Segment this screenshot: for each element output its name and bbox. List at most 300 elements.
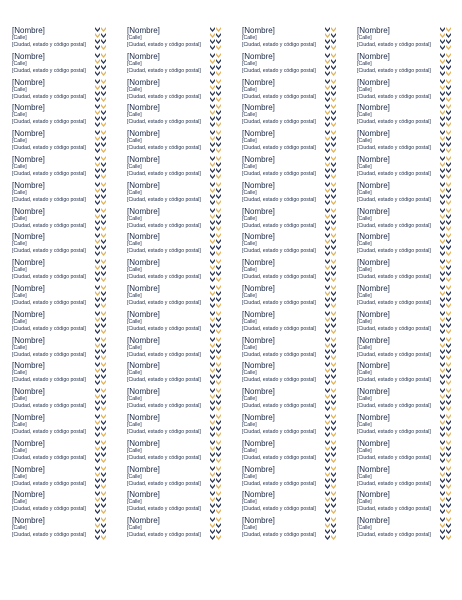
label-city-state-zip[interactable]: [Ciudad, estado y código postal]: [127, 67, 201, 74]
address-label[interactable]: [127, 361, 223, 386]
label-street[interactable]: [Calle]: [242, 215, 257, 222]
label-city-state-zip[interactable]: [Ciudad, estado y código postal]: [12, 454, 86, 461]
label-street[interactable]: [Calle]: [12, 525, 27, 532]
label-street[interactable]: [Calle]: [242, 344, 257, 351]
address-label[interactable]: [12, 361, 108, 386]
label-name[interactable]: [Nombre]: [12, 464, 45, 474]
label-city-state-zip[interactable]: [Ciudad, estado y código postal]: [12, 93, 86, 100]
address-label[interactable]: [12, 516, 108, 541]
address-label[interactable]: [242, 439, 338, 464]
label-name[interactable]: [Nombre]: [242, 103, 275, 113]
address-label[interactable]: [127, 387, 223, 412]
label-city-state-zip[interactable]: [Ciudad, estado y código postal]: [127, 403, 201, 410]
label-name[interactable]: [Nombre]: [127, 206, 160, 216]
address-label[interactable]: [127, 181, 223, 206]
label-name[interactable]: [Nombre]: [12, 309, 45, 319]
label-name[interactable]: [Nombre]: [127, 335, 160, 345]
label-city-state-zip[interactable]: [Ciudad, estado y código postal]: [357, 300, 431, 306]
label-name[interactable]: [Nombre]: [127, 129, 160, 139]
label-street[interactable]: [Calle]: [357, 525, 372, 532]
label-city-state-zip[interactable]: [Ciudad, estado y código postal]: [12, 300, 86, 306]
label-name[interactable]: [Nombre]: [12, 206, 45, 216]
label-city-state-zip[interactable]: [Ciudad, estado y código postal]: [357, 403, 431, 410]
address-label[interactable]: [127, 413, 223, 438]
address-label[interactable]: [12, 232, 108, 257]
label-name[interactable]: [Nombre]: [12, 361, 45, 371]
label-street[interactable]: [Calle]: [357, 473, 372, 480]
address-label[interactable]: [357, 439, 453, 464]
label-city-state-zip[interactable]: [Ciudad, estado y código postal]: [242, 67, 316, 74]
address-label[interactable]: [12, 78, 108, 103]
label-name[interactable]: [Nombre]: [12, 129, 45, 139]
address-label[interactable]: [357, 155, 453, 180]
label-street[interactable]: [Calle]: [12, 164, 27, 170]
label-name[interactable]: [Nombre]: [127, 258, 160, 268]
label-city-state-zip[interactable]: [Ciudad, estado y código postal]: [242, 42, 316, 48]
label-city-state-zip[interactable]: [Ciudad, estado y código postal]: [12, 274, 86, 281]
address-label[interactable]: [12, 258, 108, 283]
label-city-state-zip[interactable]: [Ciudad, estado y código postal]: [242, 351, 316, 358]
label-name[interactable]: [Nombre]: [357, 180, 390, 190]
address-label[interactable]: [127, 310, 223, 335]
label-city-state-zip[interactable]: [Ciudad, estado y código postal]: [357, 119, 431, 126]
label-street[interactable]: [Calle]: [127, 138, 142, 145]
address-label[interactable]: [357, 103, 453, 128]
label-street[interactable]: [Calle]: [357, 293, 372, 299]
label-city-state-zip[interactable]: [Ciudad, estado y código postal]: [12, 42, 86, 48]
label-name[interactable]: [Nombre]: [242, 464, 275, 474]
address-label[interactable]: [357, 207, 453, 232]
label-street[interactable]: [Calle]: [242, 422, 257, 428]
label-street[interactable]: [Calle]: [12, 293, 27, 299]
label-street[interactable]: [Calle]: [357, 447, 372, 454]
label-city-state-zip[interactable]: [Ciudad, estado y código postal]: [357, 325, 431, 332]
address-label[interactable]: [242, 103, 338, 128]
label-city-state-zip[interactable]: [Ciudad, estado y código postal]: [127, 377, 201, 384]
label-name[interactable]: [Nombre]: [12, 155, 45, 164]
label-name[interactable]: [Nombre]: [127, 361, 160, 371]
label-city-state-zip[interactable]: [Ciudad, estado y código postal]: [242, 480, 316, 487]
label-name[interactable]: [Nombre]: [242, 413, 275, 422]
label-city-state-zip[interactable]: [Ciudad, estado y código postal]: [127, 480, 201, 487]
address-label[interactable]: [12, 465, 108, 490]
label-city-state-zip[interactable]: [Ciudad, estado y código postal]: [357, 480, 431, 487]
label-name[interactable]: [Nombre]: [242, 284, 275, 293]
address-label[interactable]: [242, 78, 338, 103]
label-street[interactable]: [Calle]: [127, 447, 142, 454]
label-name[interactable]: [Nombre]: [242, 516, 275, 526]
label-name[interactable]: [Nombre]: [357, 284, 390, 293]
label-city-state-zip[interactable]: [Ciudad, estado y código postal]: [242, 532, 316, 539]
address-label[interactable]: [357, 361, 453, 386]
label-city-state-zip[interactable]: [Ciudad, estado y código postal]: [127, 196, 201, 203]
address-label[interactable]: [357, 232, 453, 257]
label-street[interactable]: [Calle]: [127, 422, 142, 428]
label-street[interactable]: [Calle]: [242, 35, 257, 41]
label-city-state-zip[interactable]: [Ciudad, estado y código postal]: [127, 454, 201, 461]
label-city-state-zip[interactable]: [Ciudad, estado y código postal]: [357, 429, 431, 435]
label-city-state-zip[interactable]: [Ciudad, estado y código postal]: [127, 300, 201, 306]
label-city-state-zip[interactable]: [Ciudad, estado y código postal]: [12, 325, 86, 332]
label-city-state-zip[interactable]: [Ciudad, estado y código postal]: [12, 171, 86, 177]
label-name[interactable]: [Nombre]: [127, 232, 160, 242]
label-street[interactable]: [Calle]: [127, 370, 142, 377]
label-city-state-zip[interactable]: [Ciudad, estado y código postal]: [242, 222, 316, 229]
label-name[interactable]: [Nombre]: [127, 26, 160, 35]
label-street[interactable]: [Calle]: [127, 112, 142, 119]
label-name[interactable]: [Nombre]: [127, 180, 160, 190]
address-label[interactable]: [357, 413, 453, 438]
label-name[interactable]: [Nombre]: [357, 26, 390, 35]
label-name[interactable]: [Nombre]: [12, 438, 45, 448]
label-street[interactable]: [Calle]: [242, 241, 257, 248]
address-label[interactable]: [357, 26, 453, 51]
label-city-state-zip[interactable]: [Ciudad, estado y código postal]: [127, 119, 201, 126]
label-name[interactable]: [Nombre]: [357, 103, 390, 113]
label-city-state-zip[interactable]: [Ciudad, estado y código postal]: [357, 351, 431, 358]
address-label[interactable]: [12, 284, 108, 309]
label-street[interactable]: [Calle]: [242, 112, 257, 119]
label-street[interactable]: [Calle]: [242, 525, 257, 532]
address-label[interactable]: [242, 52, 338, 77]
address-label[interactable]: [357, 129, 453, 154]
label-name[interactable]: [Nombre]: [242, 129, 275, 139]
label-street[interactable]: [Calle]: [12, 35, 27, 41]
label-name[interactable]: [Nombre]: [127, 464, 160, 474]
address-label[interactable]: [242, 361, 338, 386]
label-name[interactable]: [Nombre]: [242, 258, 275, 268]
address-label[interactable]: [357, 181, 453, 206]
label-street[interactable]: [Calle]: [357, 112, 372, 119]
label-city-state-zip[interactable]: [Ciudad, estado y código postal]: [357, 248, 431, 255]
label-name[interactable]: [Nombre]: [357, 206, 390, 216]
label-city-state-zip[interactable]: [Ciudad, estado y código postal]: [127, 532, 201, 539]
label-city-state-zip[interactable]: [Ciudad, estado y código postal]: [357, 377, 431, 384]
label-city-state-zip[interactable]: [Ciudad, estado y código postal]: [12, 429, 86, 435]
label-name[interactable]: [Nombre]: [127, 284, 160, 293]
address-label[interactable]: [357, 284, 453, 309]
label-name[interactable]: [Nombre]: [357, 51, 390, 61]
label-street[interactable]: [Calle]: [357, 499, 372, 506]
label-street[interactable]: [Calle]: [12, 215, 27, 222]
label-street[interactable]: [Calle]: [357, 164, 372, 170]
address-label[interactable]: [12, 336, 108, 361]
label-name[interactable]: [Nombre]: [127, 490, 160, 500]
label-street[interactable]: [Calle]: [127, 189, 142, 196]
label-street[interactable]: [Calle]: [242, 60, 257, 67]
address-label[interactable]: [127, 129, 223, 154]
label-street[interactable]: [Calle]: [357, 344, 372, 351]
address-label[interactable]: [12, 26, 108, 51]
label-name[interactable]: [Nombre]: [12, 180, 45, 190]
address-label[interactable]: [242, 516, 338, 541]
label-street[interactable]: [Calle]: [12, 112, 27, 119]
label-name[interactable]: [Nombre]: [12, 490, 45, 500]
address-label[interactable]: [242, 207, 338, 232]
address-label[interactable]: [242, 413, 338, 438]
label-name[interactable]: [Nombre]: [357, 232, 390, 242]
label-city-state-zip[interactable]: [Ciudad, estado y código postal]: [127, 325, 201, 332]
label-city-state-zip[interactable]: [Ciudad, estado y código postal]: [12, 506, 86, 513]
label-street[interactable]: [Calle]: [357, 189, 372, 196]
address-label[interactable]: [357, 387, 453, 412]
label-city-state-zip[interactable]: [Ciudad, estado y código postal]: [12, 196, 86, 203]
label-city-state-zip[interactable]: [Ciudad, estado y código postal]: [127, 506, 201, 513]
address-label[interactable]: [127, 207, 223, 232]
label-name[interactable]: [Nombre]: [242, 387, 275, 397]
label-street[interactable]: [Calle]: [127, 318, 142, 325]
address-label[interactable]: [242, 232, 338, 257]
address-label[interactable]: [12, 207, 108, 232]
label-name[interactable]: [Nombre]: [357, 77, 390, 87]
label-name[interactable]: [Nombre]: [357, 155, 390, 164]
label-name[interactable]: [Nombre]: [357, 490, 390, 500]
address-label[interactable]: [127, 258, 223, 283]
label-street[interactable]: [Calle]: [12, 267, 27, 274]
label-city-state-zip[interactable]: [Ciudad, estado y código postal]: [12, 351, 86, 358]
label-city-state-zip[interactable]: [Ciudad, estado y código postal]: [357, 67, 431, 74]
label-name[interactable]: [Nombre]: [357, 361, 390, 371]
label-street[interactable]: [Calle]: [12, 86, 27, 93]
label-city-state-zip[interactable]: [Ciudad, estado y código postal]: [12, 377, 86, 384]
label-street[interactable]: [Calle]: [242, 473, 257, 480]
label-name[interactable]: [Nombre]: [127, 77, 160, 87]
label-street[interactable]: [Calle]: [242, 499, 257, 506]
label-name[interactable]: [Nombre]: [357, 464, 390, 474]
label-name[interactable]: [Nombre]: [242, 335, 275, 345]
label-street[interactable]: [Calle]: [357, 215, 372, 222]
label-city-state-zip[interactable]: [Ciudad, estado y código postal]: [357, 274, 431, 281]
label-name[interactable]: [Nombre]: [357, 258, 390, 268]
label-street[interactable]: [Calle]: [127, 241, 142, 248]
label-city-state-zip[interactable]: [Ciudad, estado y código postal]: [127, 171, 201, 177]
label-city-state-zip[interactable]: [Ciudad, estado y código postal]: [12, 403, 86, 410]
address-label[interactable]: [12, 387, 108, 412]
label-name[interactable]: [Nombre]: [242, 232, 275, 242]
address-label[interactable]: [127, 155, 223, 180]
address-label[interactable]: [127, 52, 223, 77]
label-street[interactable]: [Calle]: [12, 473, 27, 480]
address-label[interactable]: [127, 336, 223, 361]
label-street[interactable]: [Calle]: [242, 267, 257, 274]
label-city-state-zip[interactable]: [Ciudad, estado y código postal]: [127, 429, 201, 435]
address-label[interactable]: [127, 284, 223, 309]
label-name[interactable]: [Nombre]: [357, 309, 390, 319]
label-street[interactable]: [Calle]: [12, 396, 27, 403]
address-label[interactable]: [242, 387, 338, 412]
label-street[interactable]: [Calle]: [127, 344, 142, 351]
address-label[interactable]: [127, 516, 223, 541]
label-city-state-zip[interactable]: [Ciudad, estado y código postal]: [12, 248, 86, 255]
address-label[interactable]: [12, 490, 108, 515]
address-label[interactable]: [127, 439, 223, 464]
address-label[interactable]: [12, 413, 108, 438]
label-city-state-zip[interactable]: [Ciudad, estado y código postal]: [242, 93, 316, 100]
address-label[interactable]: [357, 52, 453, 77]
label-city-state-zip[interactable]: [Ciudad, estado y código postal]: [242, 454, 316, 461]
label-name[interactable]: [Nombre]: [12, 51, 45, 61]
address-label[interactable]: [12, 129, 108, 154]
label-city-state-zip[interactable]: [Ciudad, estado y código postal]: [12, 222, 86, 229]
label-street[interactable]: [Calle]: [127, 164, 142, 170]
label-city-state-zip[interactable]: [Ciudad, estado y código postal]: [127, 222, 201, 229]
address-label[interactable]: [12, 310, 108, 335]
label-street[interactable]: [Calle]: [242, 189, 257, 196]
label-city-state-zip[interactable]: [Ciudad, estado y código postal]: [242, 196, 316, 203]
label-street[interactable]: [Calle]: [12, 318, 27, 325]
label-street[interactable]: [Calle]: [242, 447, 257, 454]
label-street[interactable]: [Calle]: [357, 422, 372, 428]
label-street[interactable]: [Calle]: [357, 138, 372, 145]
address-label[interactable]: [242, 258, 338, 283]
label-city-state-zip[interactable]: [Ciudad, estado y código postal]: [12, 67, 86, 74]
label-street[interactable]: [Calle]: [242, 164, 257, 170]
label-name[interactable]: [Nombre]: [357, 438, 390, 448]
address-label[interactable]: [357, 310, 453, 335]
label-city-state-zip[interactable]: [Ciudad, estado y código postal]: [12, 119, 86, 126]
address-label[interactable]: [242, 490, 338, 515]
label-name[interactable]: [Nombre]: [242, 180, 275, 190]
label-name[interactable]: [Nombre]: [242, 490, 275, 500]
label-city-state-zip[interactable]: [Ciudad, estado y código postal]: [357, 42, 431, 48]
label-street[interactable]: [Calle]: [127, 473, 142, 480]
label-city-state-zip[interactable]: [Ciudad, estado y código postal]: [242, 325, 316, 332]
label-name[interactable]: [Nombre]: [127, 155, 160, 164]
label-city-state-zip[interactable]: [Ciudad, estado y código postal]: [12, 145, 86, 152]
label-name[interactable]: [Nombre]: [12, 258, 45, 268]
label-city-state-zip[interactable]: [Ciudad, estado y código postal]: [357, 454, 431, 461]
address-label[interactable]: [12, 103, 108, 128]
address-label[interactable]: [357, 78, 453, 103]
label-street[interactable]: [Calle]: [127, 267, 142, 274]
label-street[interactable]: [Calle]: [357, 35, 372, 41]
label-name[interactable]: [Nombre]: [242, 206, 275, 216]
label-city-state-zip[interactable]: [Ciudad, estado y código postal]: [127, 42, 201, 48]
address-label[interactable]: [12, 181, 108, 206]
address-label[interactable]: [127, 490, 223, 515]
label-street[interactable]: [Calle]: [127, 86, 142, 93]
label-street[interactable]: [Calle]: [242, 293, 257, 299]
label-street[interactable]: [Calle]: [242, 396, 257, 403]
label-name[interactable]: [Nombre]: [357, 413, 390, 422]
label-name[interactable]: [Nombre]: [357, 387, 390, 397]
label-city-state-zip[interactable]: [Ciudad, estado y código postal]: [242, 248, 316, 255]
label-street[interactable]: [Calle]: [12, 422, 27, 428]
label-street[interactable]: [Calle]: [242, 318, 257, 325]
label-name[interactable]: [Nombre]: [12, 284, 45, 293]
label-city-state-zip[interactable]: [Ciudad, estado y código postal]: [242, 119, 316, 126]
label-street[interactable]: [Calle]: [357, 318, 372, 325]
label-name[interactable]: [Nombre]: [242, 438, 275, 448]
address-label[interactable]: [127, 103, 223, 128]
label-city-state-zip[interactable]: [Ciudad, estado y código postal]: [357, 196, 431, 203]
label-city-state-zip[interactable]: [Ciudad, estado y código postal]: [242, 377, 316, 384]
address-label[interactable]: [357, 258, 453, 283]
label-name[interactable]: [Nombre]: [357, 335, 390, 345]
label-city-state-zip[interactable]: [Ciudad, estado y código postal]: [242, 274, 316, 281]
label-street[interactable]: [Calle]: [357, 86, 372, 93]
label-name[interactable]: [Nombre]: [242, 26, 275, 35]
label-name[interactable]: [Nombre]: [12, 77, 45, 87]
address-label[interactable]: [357, 490, 453, 515]
label-street[interactable]: [Calle]: [127, 396, 142, 403]
address-label[interactable]: [242, 284, 338, 309]
address-label[interactable]: [12, 52, 108, 77]
label-street[interactable]: [Calle]: [12, 344, 27, 351]
label-name[interactable]: [Nombre]: [357, 516, 390, 526]
label-city-state-zip[interactable]: [Ciudad, estado y código postal]: [12, 532, 86, 539]
address-label[interactable]: [357, 336, 453, 361]
address-label[interactable]: [127, 78, 223, 103]
label-street[interactable]: [Calle]: [242, 370, 257, 377]
address-label[interactable]: [127, 26, 223, 51]
label-street[interactable]: [Calle]: [12, 138, 27, 145]
label-name[interactable]: [Nombre]: [127, 413, 160, 422]
address-label[interactable]: [242, 181, 338, 206]
address-label[interactable]: [242, 336, 338, 361]
address-label[interactable]: [357, 465, 453, 490]
label-street[interactable]: [Calle]: [12, 189, 27, 196]
label-city-state-zip[interactable]: [Ciudad, estado y código postal]: [357, 93, 431, 100]
label-city-state-zip[interactable]: [Ciudad, estado y código postal]: [242, 403, 316, 410]
label-name[interactable]: [Nombre]: [127, 103, 160, 113]
label-city-state-zip[interactable]: [Ciudad, estado y código postal]: [127, 248, 201, 255]
address-label[interactable]: [127, 465, 223, 490]
label-street[interactable]: [Calle]: [127, 215, 142, 222]
label-street[interactable]: [Calle]: [12, 370, 27, 377]
label-street[interactable]: [Calle]: [12, 241, 27, 248]
label-name[interactable]: [Nombre]: [12, 387, 45, 397]
label-name[interactable]: [Nombre]: [127, 387, 160, 397]
label-city-state-zip[interactable]: [Ciudad, estado y código postal]: [242, 429, 316, 435]
label-city-state-zip[interactable]: [Ciudad, estado y código postal]: [242, 145, 316, 152]
label-name[interactable]: [Nombre]: [127, 51, 160, 61]
label-name[interactable]: [Nombre]: [242, 361, 275, 371]
label-street[interactable]: [Calle]: [357, 60, 372, 67]
label-city-state-zip[interactable]: [Ciudad, estado y código postal]: [357, 532, 431, 539]
label-street[interactable]: [Calle]: [127, 60, 142, 67]
label-city-state-zip[interactable]: [Ciudad, estado y código postal]: [242, 171, 316, 177]
label-name[interactable]: [Nombre]: [127, 438, 160, 448]
label-street[interactable]: [Calle]: [127, 293, 142, 299]
label-street[interactable]: [Calle]: [357, 370, 372, 377]
label-name[interactable]: [Nombre]: [357, 129, 390, 139]
label-name[interactable]: [Nombre]: [242, 155, 275, 164]
label-city-state-zip[interactable]: [Ciudad, estado y código postal]: [357, 145, 431, 152]
label-name[interactable]: [Nombre]: [242, 51, 275, 61]
label-city-state-zip[interactable]: [Ciudad, estado y código postal]: [357, 171, 431, 177]
address-label[interactable]: [242, 155, 338, 180]
label-name[interactable]: [Nombre]: [12, 413, 45, 422]
label-street[interactable]: [Calle]: [127, 499, 142, 506]
label-name[interactable]: [Nombre]: [242, 309, 275, 319]
label-name[interactable]: [Nombre]: [242, 77, 275, 87]
label-street[interactable]: [Calle]: [242, 138, 257, 145]
label-city-state-zip[interactable]: [Ciudad, estado y código postal]: [242, 506, 316, 513]
label-street[interactable]: [Calle]: [357, 396, 372, 403]
address-label[interactable]: [357, 516, 453, 541]
label-street[interactable]: [Calle]: [242, 86, 257, 93]
label-name[interactable]: [Nombre]: [12, 335, 45, 345]
label-name[interactable]: [Nombre]: [12, 232, 45, 242]
label-city-state-zip[interactable]: [Ciudad, estado y código postal]: [127, 93, 201, 100]
label-name[interactable]: [Nombre]: [12, 26, 45, 35]
label-city-state-zip[interactable]: [Ciudad, estado y código postal]: [357, 506, 431, 513]
label-name[interactable]: [Nombre]: [127, 309, 160, 319]
label-street[interactable]: [Calle]: [357, 241, 372, 248]
address-label[interactable]: [12, 439, 108, 464]
label-name[interactable]: [Nombre]: [127, 516, 160, 526]
